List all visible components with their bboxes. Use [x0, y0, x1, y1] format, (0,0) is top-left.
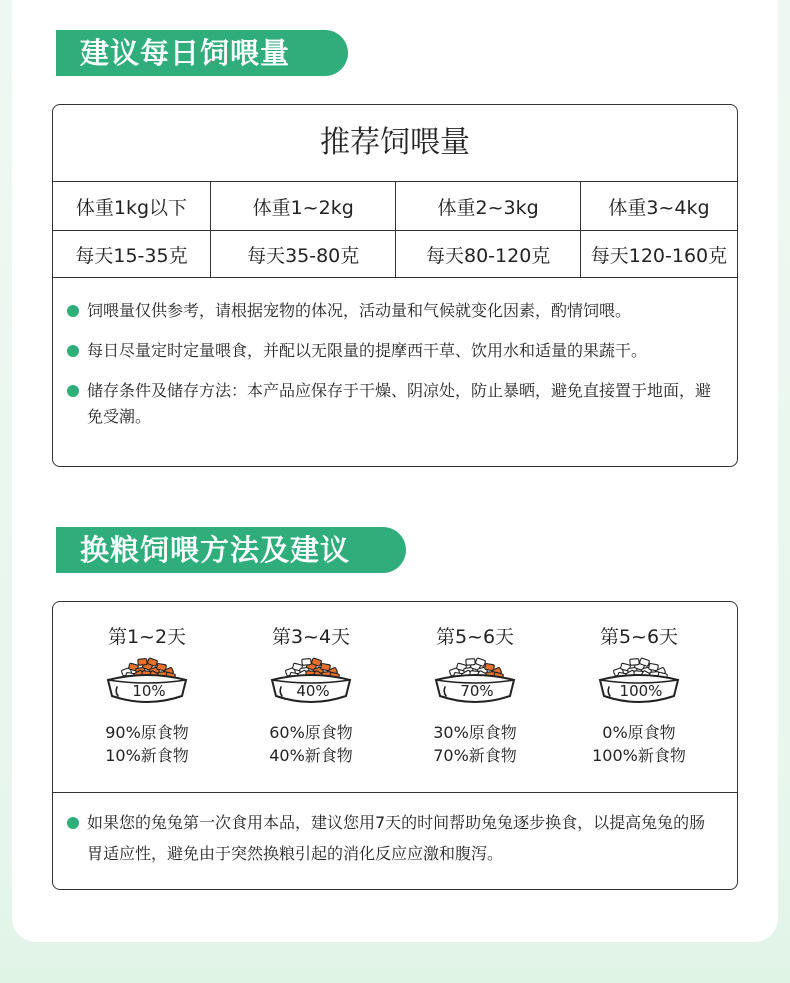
- amount-cell: 每天35-80克: [210, 231, 395, 278]
- food-bowl-icon: [430, 656, 520, 708]
- stage-ratio: [231, 721, 391, 767]
- old-food-ratio: 90%原食物: [105, 723, 189, 742]
- food-bowl-icon: [266, 656, 356, 708]
- bullet-dot-icon: [67, 817, 79, 829]
- bullet-dot-icon: [67, 385, 79, 397]
- stage-ratio: [395, 721, 555, 767]
- old-food-ratio: 30%原食物: [433, 723, 517, 742]
- stage-day: 第1~2天: [107, 626, 187, 648]
- transition-stages: [53, 602, 737, 793]
- bowl-percent-label: 70%: [460, 682, 494, 700]
- table-row-weights: [53, 182, 737, 231]
- bowl-percent-label: 40%: [296, 682, 330, 700]
- old-food-ratio: 0%原食物: [602, 723, 676, 742]
- new-food-ratio: 100%新食物: [592, 746, 686, 765]
- old-food-piece: [138, 659, 147, 666]
- stage-day: 第5~6天: [435, 626, 515, 648]
- table-row-amounts: [53, 231, 737, 278]
- new-food-ratio: 40%新食物: [269, 746, 353, 765]
- bullet-dot-icon: [67, 305, 79, 317]
- stage-ratio: [67, 721, 227, 767]
- amount-cell: 每天120-160克: [580, 231, 737, 278]
- bullet-dot-icon: [67, 345, 79, 357]
- weight-cell: 体重1kg以下: [53, 182, 210, 231]
- food-bowl-icon: [102, 656, 192, 708]
- new-food-piece: [466, 659, 475, 666]
- weight-cell: 体重2~3kg: [396, 182, 580, 231]
- food-bowl-icon: [594, 656, 684, 708]
- new-food-piece: [302, 659, 311, 666]
- old-food-ratio: 60%原食物: [269, 723, 353, 742]
- note-item: 每日尽量定时定量喂食，并配以无限量的提摩西干草、饮用水和适量的果蔬干。: [67, 338, 721, 364]
- weight-cell: 体重1~2kg: [210, 182, 395, 231]
- amount-cell: 每天15-35克: [53, 231, 210, 278]
- amount-cell: 每天80-120克: [396, 231, 580, 278]
- feeding-table: [53, 182, 737, 278]
- stage-day: 第5~6天: [599, 626, 679, 648]
- transition-stage: [67, 602, 227, 767]
- new-food-ratio: 10%新食物: [105, 746, 189, 765]
- note-item: 如果您的兔兔第一次食用本品，建议您用7天的时间帮助兔兔逐步换食，以提高兔兔的肠胃适应性，避免由于突然换粮引起的消化反应应激和腹泻。: [67, 807, 721, 869]
- stage-day: 第3~4天: [271, 626, 351, 648]
- stage-ratio: [559, 721, 719, 767]
- bowl-percent-label: 10%: [132, 682, 166, 700]
- note-item: 饲喂量仅供参考，请根据宠物的体况，活动量和气候就变化因素，酌情饲喂。: [67, 298, 721, 324]
- transition-stage: [559, 602, 719, 767]
- feeding-notes: [53, 278, 737, 430]
- transition-stage: [231, 602, 391, 767]
- weight-cell: 体重3~4kg: [580, 182, 737, 231]
- note-item: 储存条件及储存方法：本产品应保存于干燥、阴凉处，防止暴晒，避免直接置于地面，避免受潮。: [67, 378, 721, 430]
- transition-stage: [395, 602, 555, 767]
- transition-box: [52, 601, 738, 890]
- feeding-amount-box: [52, 104, 738, 467]
- transition-notes: [53, 793, 737, 869]
- bowl-percent-label: 100%: [619, 682, 663, 700]
- section-title-food-transition: 换粮饲喂方法及建议: [56, 527, 406, 573]
- section-title-daily-feeding: 建议每日饲喂量: [56, 30, 348, 76]
- table-title: 推荐饲喂量: [53, 105, 737, 182]
- new-food-piece: [630, 659, 639, 666]
- new-food-ratio: 70%新食物: [433, 746, 517, 765]
